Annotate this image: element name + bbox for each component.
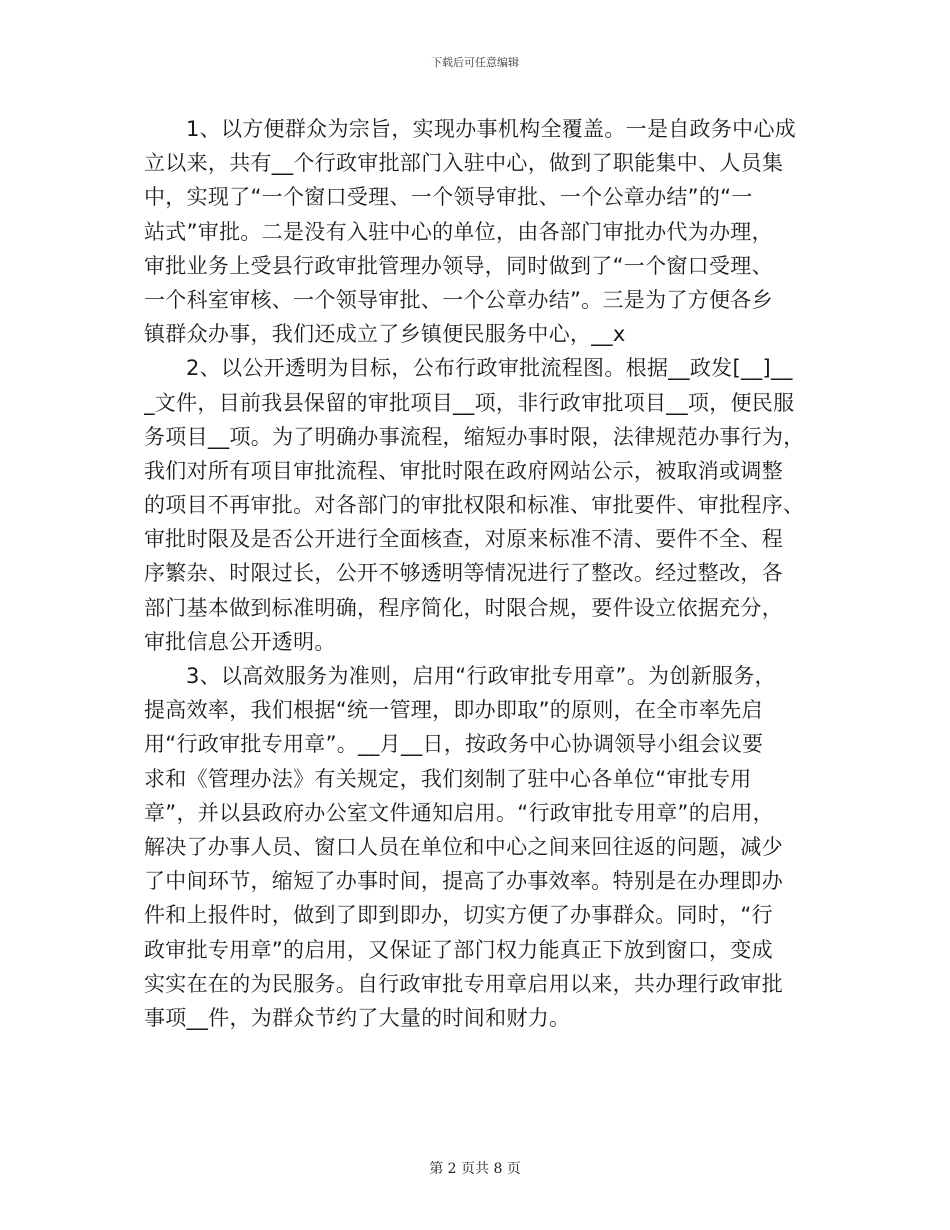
paragraph-2 [144,351,814,659]
text-line: 审批业务上受县行政审批管理办领导，同时做到了“一个窗口受理、 [144,253,773,278]
document-body [144,112,814,1035]
text-line: 镇群众办事，我们还成立了乡镇便民服务中心，__x [144,322,626,347]
text-line: 事项__件，为群众节约了大量的时间和财力。 [144,1005,571,1030]
paragraph-1 [144,112,814,351]
text-line: 1、以方便群众为宗旨，实现办事机构全覆盖。一是自政务中心成 [186,117,797,141]
text-line: 立以来，共有__个行政审批部门入驻中心，做到了职能集中、人员集 [144,151,784,176]
text-line: 提高效率，我们根据“统一管理，即办即取”的原则，在全市率先启 [144,698,763,723]
page-header: 下载后可任意编辑 [431,56,519,69]
text-line: 政审批专用章”的启用，又保证了部门权力能真正下放到窗口，变成 [144,937,773,962]
paragraph-3 [144,659,814,1035]
text-line: 求和《管理办法》有关规定，我们刻制了驻中心各单位“审批专用 [144,766,752,791]
text-line: 2、以公开透明为目标，公布行政审批流程图。根据__政发[__]__ [186,356,793,381]
text-line: 站式”审批。二是没有入驻中心的单位，由各部门审批办代为办理， [144,219,773,244]
text-line: 件和上报件时，做到了即到即办，切实方便了办事群众。同时，“行 [144,903,773,928]
text-line: 3、以高效服务为准则，启用“行政审批专用章”。为创新服务， [186,664,776,688]
text-line: 序繁杂、时限过长，公开不够透明等情况进行了整改。经过整改，各 [144,561,783,586]
text-line: 部门基本做到标准明确，程序简化，时限合规，要件设立依据充分， [144,595,783,620]
text-line: 了中间环节，缩短了办事时间，提高了办事效率。特别是在办理即办 [144,869,783,894]
page-footer: 第 2 页共 8 页 [429,1161,521,1177]
text-line: _文件，目前我县保留的审批项目__项，非行政审批项目__项，便民服 [144,390,795,415]
text-line: 章”，并以县政府办公室文件通知启用。“行政审批专用章”的启用， [144,800,774,825]
text-line: 用“行政审批专用章”。__月__日，按政务中心协调领导小组会议要 [144,732,764,757]
text-line: 中，实现了“一个窗口受理、一个领导审批、一个公章办结”的“一 [144,185,753,210]
text-line: 的项目不再审批。对各部门的审批权限和标准、审批要件、审批程序、 [144,493,805,518]
text-line: 务项目__项。为了明确办事流程，缩短办事时限，法律规范办事行为， [144,424,805,449]
text-line: 审批时限及是否公开进行全面核查，对原来标准不清、要件不全、程 [144,527,783,552]
text-line: 一个科室审核、一个领导审批、一个公章办结”。三是为了方便各乡 [144,287,773,312]
text-line: 我们对所有项目审批流程、审批时限在政府网站公示，被取消或调整 [144,458,783,483]
text-line: 实实在在的为民服务。自行政审批专用章启用以来，共办理行政审批 [144,971,783,996]
text-line: 解决了办事人员、窗口人员在单位和中心之间来回往返的问题，减少 [144,834,783,859]
text-line: 审批信息公开透明。 [144,629,336,654]
